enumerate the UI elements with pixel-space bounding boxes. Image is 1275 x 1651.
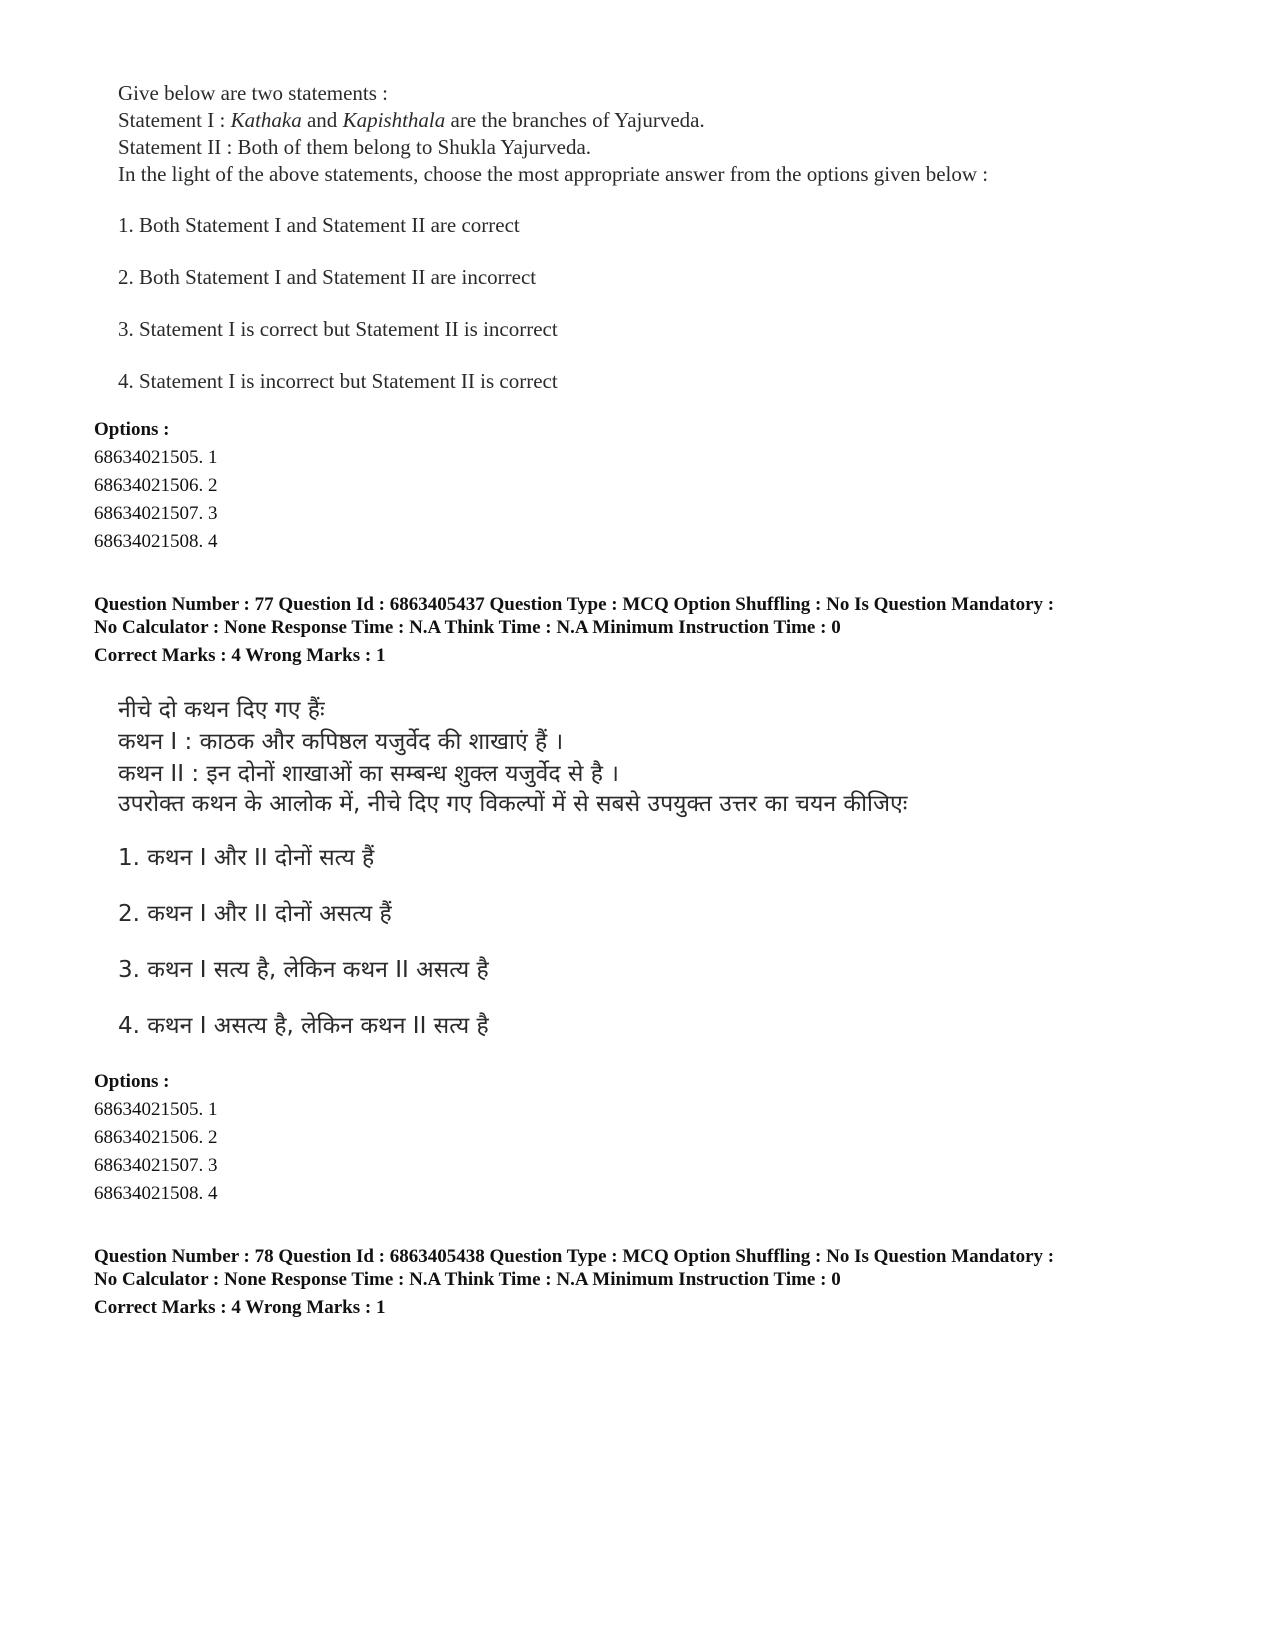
q77-option-2: 68634021506. 2 [94,1127,218,1148]
q77-instruction: उपरोक्त कथन के आलोक में, नीचे दिए गए विकल्पों में से सबसे उपयुक्त उत्तर का चयन कीजिएः [118,791,908,817]
q77-marks: Correct Marks : 4 Wrong Marks : 1 [94,645,386,666]
q77-intro: नीचे दो कथन दिए गए हैंः [118,697,325,723]
q76-option-4: 68634021508. 4 [94,531,218,552]
q77-statement-2: कथन II : इन दोनों शाखाओं का सम्बन्ध शुक्ल यजुर्वेद से है । [118,761,619,787]
q76-statement-2: Statement II : Both of them belong to Shukla Yajurveda. [118,135,592,159]
q76-options-label: Options : [94,419,170,440]
q78-marks: Correct Marks : 4 Wrong Marks : 1 [94,1297,386,1318]
q76-instruction: In the light of the above statements, choose the most appropriate answer from the options given below : [118,162,989,186]
q77-statement-1: कथन I : काठक और कपिष्ठल यजुर्वेद की शाखाएं हैं । [118,729,564,755]
q77-option-3: 68634021507. 3 [94,1155,218,1176]
q77-choice-2: 2. कथन I और II दोनों असत्य हैं [118,901,392,927]
q77-option-1: 68634021505. 1 [94,1099,218,1120]
q76-statement-1: Statement I : Kathaka and Kapishthala are the branches of Yajurveda. [118,108,705,132]
q77-meta-line-2: No Calculator : None Response Time : N.A Think Time : N.A Minimum Instruction Time : 0 [94,617,841,638]
q77-option-4: 68634021508. 4 [94,1183,218,1204]
q77-choice-3: 3. कथन I सत्य है, लेकिन कथन II असत्य है [118,957,489,983]
q77-choice-1: 1. कथन I और II दोनों सत्य हैं [118,845,375,871]
q76-choice-2: 2. Both Statement I and Statement II are incorrect [118,265,537,289]
q78-meta-line-1: Question Number : 78 Question Id : 6863405438 Question Type : MCQ Option Shuffling : No Is Question Mandatory : [94,1246,1055,1267]
q76-intro: Give below are two statements : [118,81,389,105]
q76-option-3: 68634021507. 3 [94,503,218,524]
q78-meta-line-2: No Calculator : None Response Time : N.A Think Time : N.A Minimum Instruction Time : 0 [94,1269,841,1290]
q77-meta-line-1: Question Number : 77 Question Id : 6863405437 Question Type : MCQ Option Shuffling : No Is Question Mandatory : [94,594,1055,615]
q76-option-1: 68634021505. 1 [94,447,218,468]
q76-choice-1: 1. Both Statement I and Statement II are correct [118,213,520,237]
q77-options-label: Options : [94,1071,170,1092]
q77-choice-4: 4. कथन I असत्य है, लेकिन कथन II सत्य है [118,1013,489,1039]
q76-choice-4: 4. Statement I is incorrect but Statement II is correct [118,369,558,393]
q76-option-2: 68634021506. 2 [94,475,218,496]
q76-choice-3: 3. Statement I is correct but Statement II is incorrect [118,317,558,341]
